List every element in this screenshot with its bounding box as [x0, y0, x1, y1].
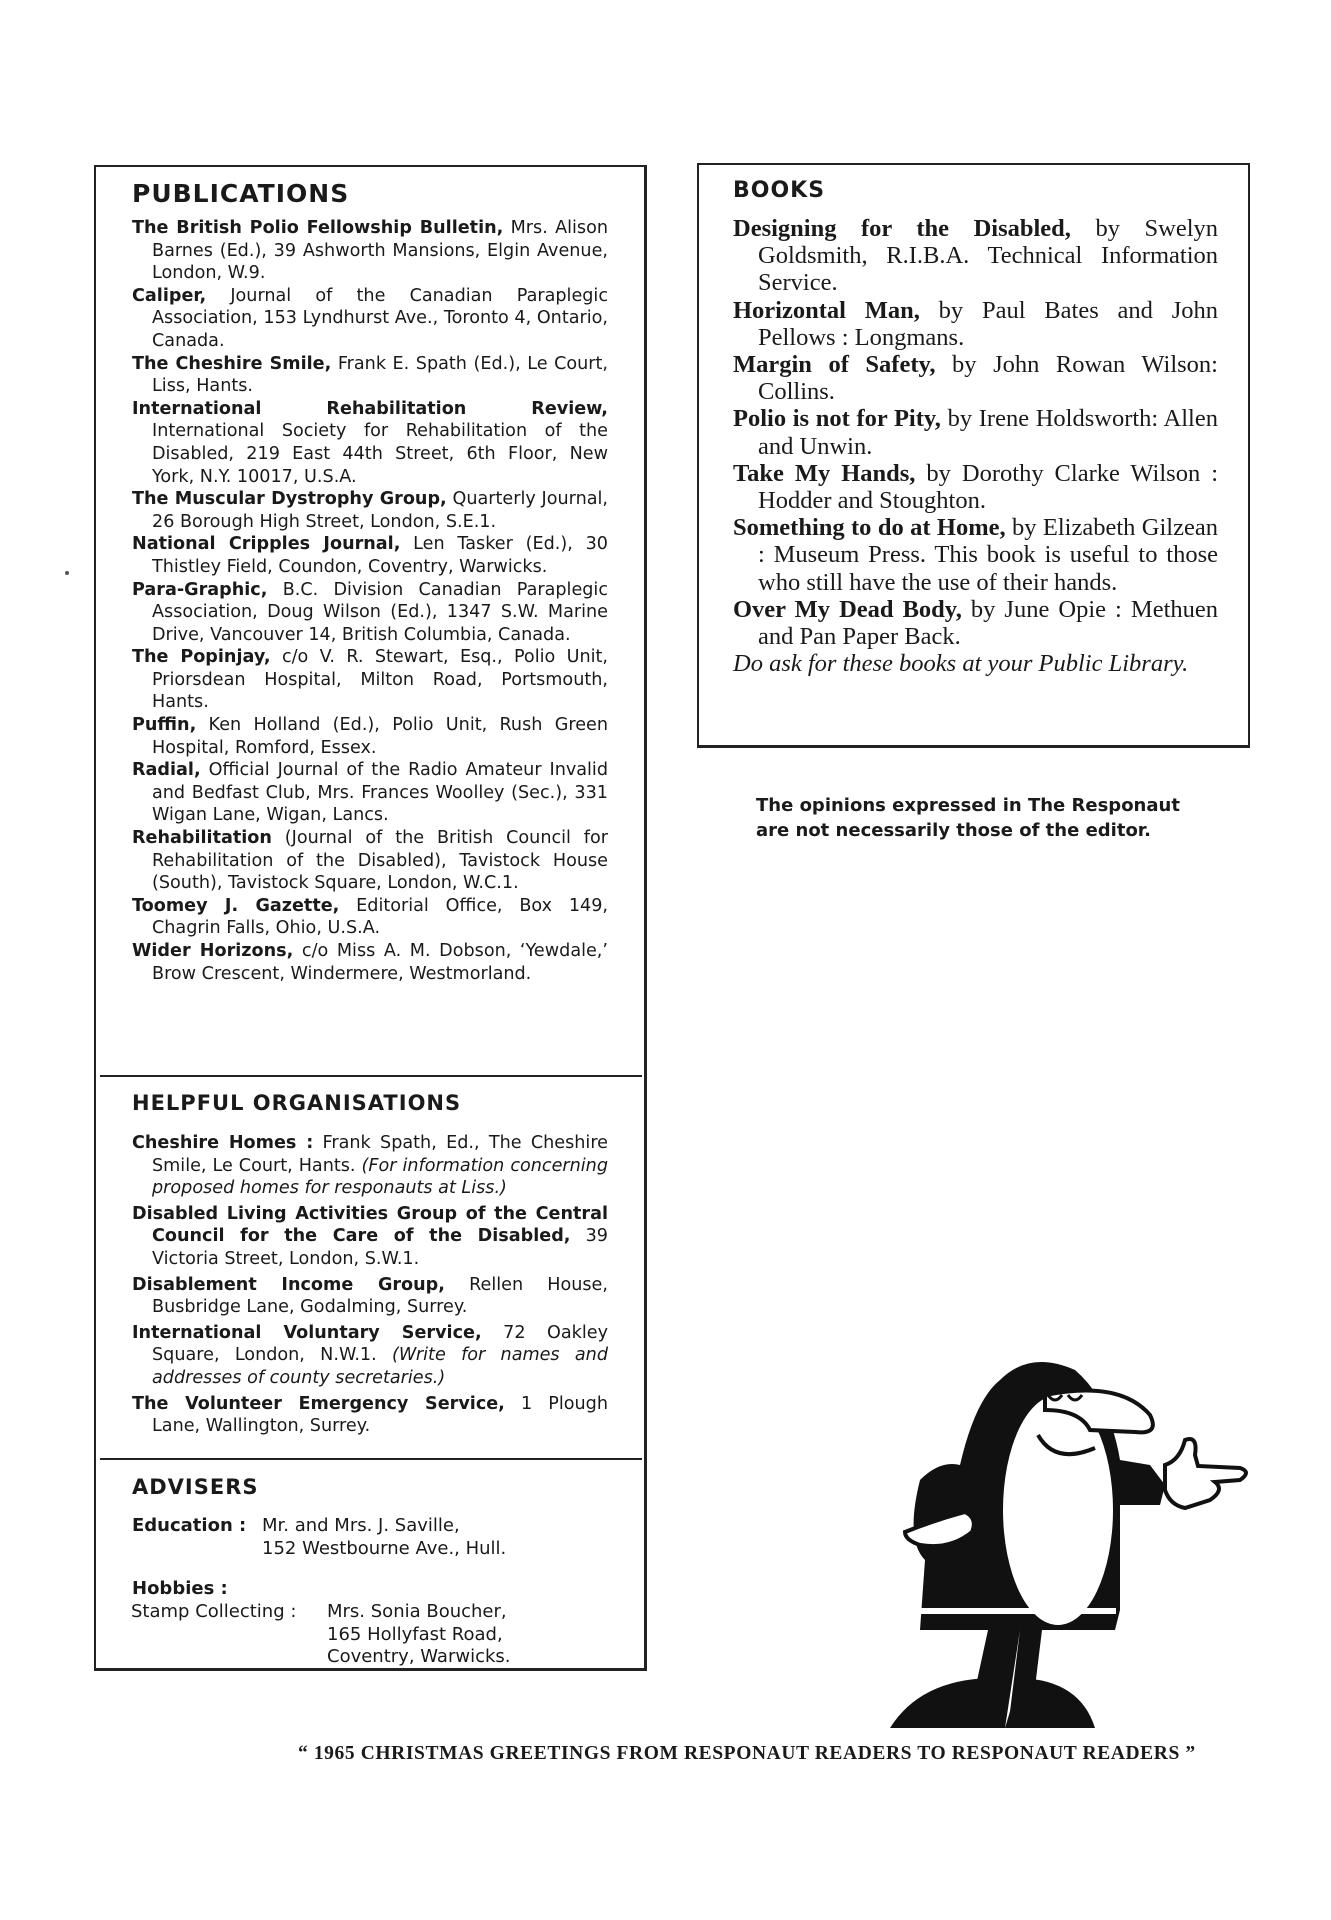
list-item: The Volunteer Emergency Service, 1 Plough Lane, Wallington, Surrey. [132, 1393, 608, 1437]
christmas-greeting: “ 1965 CHRISTMAS GREETINGS FROM RESPONAUT READERS TO RESPONAUT READERS ” [298, 1743, 1196, 1764]
list-item: Margin of Safety, by John Rowan Wilson: Collins. [733, 351, 1218, 406]
list-item: International Voluntary Service, 72 Oakley Square, London, N.W.1. (Write for names and addresses of county secretaries.) [132, 1322, 608, 1388]
list-item: Disablement Income Group, Rellen House, Busbridge Lane, Godalming, Surrey. [132, 1274, 608, 1318]
list-item: Designing for the Disabled, by Swelyn Goldsmith, R.I.B.A. Technical Information Service. [733, 215, 1218, 297]
list-item: Radial, Official Journal of the Radio Amateur Invalid and Bedfast Club, Mrs. Frances Woolley (Sec.), 331 Wigan Lane, Wigan, Lancs. [132, 760, 608, 826]
list-item: The Cheshire Smile, Frank E. Spath (Ed.), Le Court, Liss, Hants. [132, 353, 608, 397]
list-item: Over My Dead Body, by June Opie : Methuen and Pan Paper Back. [733, 595, 1219, 651]
publications-list [132, 217, 608, 985]
books-list [733, 215, 1218, 677]
list-item: Cheshire Homes : Frank Spath, Ed., The Cheshire Smile, Le Court, Hants. (For information concerning proposed homes for responauts at Liss.) [132, 1133, 608, 1199]
list-item: Horizontal Man, by Paul Bates and John Pellows : Longmans. [733, 296, 1218, 351]
list-item: The Popinjay, c/o V. R. Stewart, Esq., Polio Unit, Priorsdean Hospital, Milton Road, Portsmouth, Hants. [132, 647, 608, 713]
organisations-section [96, 1077, 644, 1460]
books-heading: BOOKS [733, 178, 826, 203]
list-item: Take My Hands, by Dorothy Clarke Wilson : Hodder and Stoughton. [733, 459, 1218, 515]
print-speck [65, 571, 69, 575]
list-item: Wider Horizons, c/o Miss A. M. Dobson, ‘Yewdale,’ Brow Crescent, Windermere, Westmorland. [132, 941, 608, 984]
books-note: Do ask for these books at your Public Library. [733, 650, 1189, 678]
list-item: International Rehabilitation Review, International Society for Rehabilitation of the Disabled, 219 East 44th Street, 6th Floor, New York, N.Y. 10017, U.S.A. [132, 398, 608, 487]
advisers-heading: ADVISERS [132, 1475, 259, 1499]
list-item: Para-Graphic, B.C. Division Canadian Paraplegic Association, Doug Wilson (Ed.), 1347 S.W. Marine Drive, Vancouver 14, British Columbia, Canada. [132, 579, 608, 645]
organisations-heading: HELPFUL ORGANISATIONS [132, 1091, 462, 1115]
list-item: Toomey J. Gazette, Editorial Office, Box 149, Chagrin Falls, Ohio, U.S.A. [132, 895, 608, 939]
cartoon-pointing-hand [1165, 1439, 1246, 1508]
advisers-section [96, 1460, 644, 1670]
organisations-list [132, 1132, 608, 1441]
list-item: Something to do at Home, by Elizabeth Gilzean : Museum Press. This book is useful to those who still have the use of their hands. [733, 514, 1218, 596]
list-item: Disabled Living Activities Group of the Central Council for the Care of the Disabled, 39 Victoria Street, London, S.W.1. [132, 1203, 608, 1269]
list-item: Polio is not for Pity, by Irene Holdsworth: Allen and Unwin. [733, 405, 1218, 460]
publications-heading: PUBLICATIONS [132, 179, 350, 208]
list-item: Puffin, Ken Holland (Ed.), Polio Unit, Rush Green Hospital, Romford, Essex. [132, 715, 608, 758]
publications-section [96, 167, 644, 1077]
cartoon-figure-pointing-illustration [880, 1340, 1280, 1740]
list-item: The Muscular Dystrophy Group, Quarterly Journal, 26 Borough High Street, London, S.E.1. [132, 489, 608, 532]
list-item: The British Polio Fellowship Bulletin, Mrs. Alison Barnes (Ed.), 39 Ashworth Mansions, Elgin Avenue, London, W.9. [132, 218, 608, 284]
adviser-hobbies-label: Hobbies : [132, 1578, 228, 1599]
cartoon-belt [918, 1608, 1116, 1614]
books-box [697, 163, 1250, 748]
adviser-stamp-collecting: Stamp Collecting : Mrs. Sonia Boucher, 165 Hollyfast Road, Coventry, Warwicks. [131, 1601, 511, 1667]
adviser-education: Education : Mr. and Mrs. J. Saville, 152 Westbourne Ave., Hull. [132, 1515, 507, 1559]
list-item: National Cripples Journal, Len Tasker (Ed.), 30 Thistley Field, Coundon, Coventry, Warwicks. [132, 534, 608, 577]
list-item: Rehabilitation (Journal of the British Council for Rehabilitation of the Disabled), Tavistock House (South), Tavistock Square, London, W.C.1. [132, 828, 608, 894]
editor-disclaimer: The opinions expressed in The Responaut are not necessarily those of the editor. [756, 795, 1180, 841]
left-column-box [94, 165, 647, 1671]
list-item: Caliper, Journal of the Canadian Paraplegic Association, 153 Lyndhurst Ave., Toronto 4, Ontario, Canada. [132, 285, 608, 351]
